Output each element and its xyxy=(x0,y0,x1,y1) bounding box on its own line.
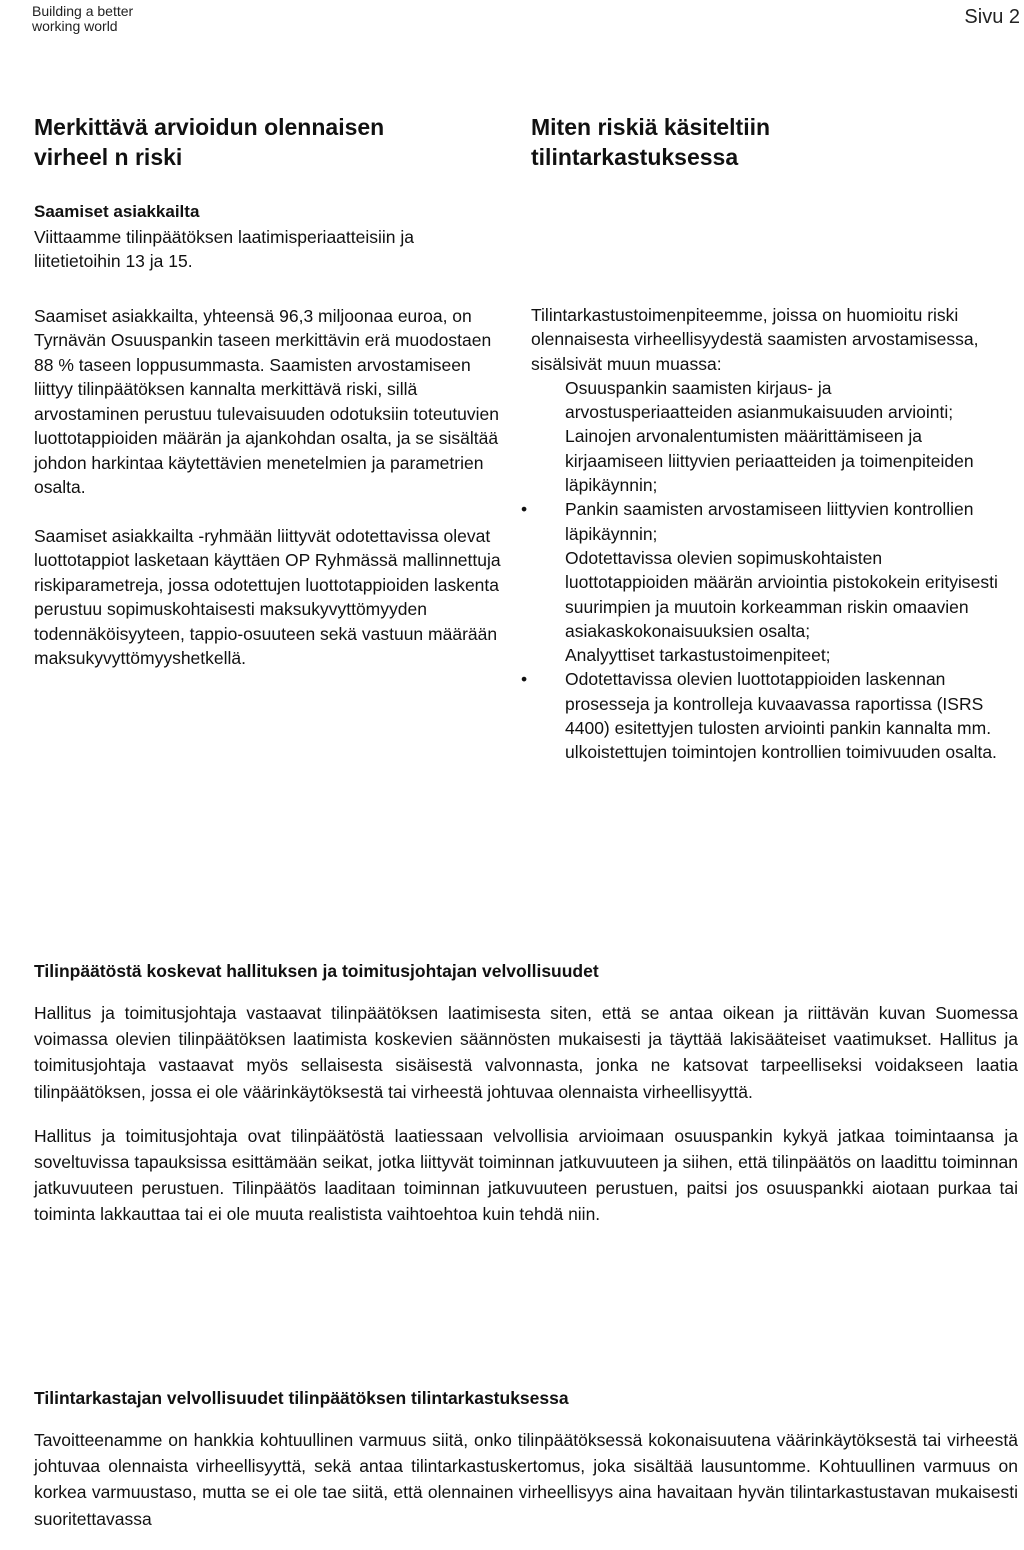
brand-tagline xyxy=(32,4,133,34)
board-responsibilities-section xyxy=(34,958,1018,1246)
procedure-item: • Odotettavissa olevien luottotappioiden laskennan prosesseja ja kontrolleja kuvaavassa raportissa (ISRS 4400) esitettyjen tulosten arviointi pankin kannalta mm. ulkoistettujen toimintojen kontrollien toimivuuden osalta. xyxy=(531,667,1001,764)
risk-column-heading xyxy=(34,112,474,172)
procedures-heading-line-2: tilintarkastuksessa xyxy=(531,144,739,170)
auditor-responsibilities-heading: Tilintarkastajan velvollisuudet tilinpäätöksen tilintarkastuksessa xyxy=(34,1388,569,1408)
risk-title: Saamiset asiakkailta xyxy=(34,202,200,221)
risk-intro: Viittaamme tilinpäätöksen laatimisperiaatteisiin ja liitetietoihin 13 ja 15. xyxy=(34,226,415,271)
risk-heading-line-1: Merkittävä arvioidun olennaisen xyxy=(34,114,385,140)
risk-paragraph-1: Saamiset asiakkailta, yhteensä 96,3 miljoonaa euroa, on Tyrnävän Osuuspankin taseen merkittävin erä muodostaen 88 % taseen loppusummasta. Saamisten arvostamiseen liittyy tilinpäätöksen kannalta merkittävä riski, sillä arvostaminen perustuu tulevaisuuden odotuksiin toteutuvien luottotappioiden määrän ja ajankohdan osalta, ja se sisältää johdon harkintaa käytettävien menetelmien ja parametrien osalta. xyxy=(34,305,500,497)
brand-line-1: Building a better xyxy=(32,3,134,19)
procedure-item: Analyyttiset tarkastustoimenpiteet; xyxy=(565,645,831,666)
procedure-item: • Pankin saamisten arvostamiseen liittyvien kontrollien läpikäynnin; xyxy=(531,497,1001,546)
board-paragraph-1: Hallitus ja toimitusjohtaja vastaavat tilinpäätöksen laatimisesta siten, että se antaa oikean ja riittävän kuvan Suomessa voimassa olevien tilinpäätöksen laatimista koskevien säännösten mukaisesti ja täyttää lakisääteiset vaatimukset. Hallitus ja toimitusjohtaja vastaavat myös sellaisesta sisäisestä valvonnasta, jonka ne katsovat tarpeelliseksi voidakseen laatia tilinpäätöksen, jossa ei ole väärinkäytöksestä tai virheestä johtuvaa olennaista virheellisyyttä. xyxy=(34,1003,1018,1102)
procedure-item: Lainojen arvonalentumisten määrittämiseen ja kirjaamiseen liittyvien periaatteiden ja toimenpiteiden läpikäynnin; xyxy=(565,426,974,496)
brand-line-2: working world xyxy=(32,18,118,34)
audit-procedures xyxy=(531,303,1001,765)
auditor-responsibilities-section xyxy=(34,1385,1018,1550)
procedures-intro: Tilintarkastustoimenpiteemme, joissa on huomioitu riski olennaisesta virheellisyydestä saamisten arvostamisessa, sisälsivät muun muassa: xyxy=(531,305,979,374)
procedure-item: Osuuspankin saamisten kirjaus- ja arvostusperiaatteiden asianmukaisuuden arviointi; xyxy=(565,377,954,423)
procedures-list xyxy=(531,376,1001,765)
page-number: Sivu 2 xyxy=(964,6,1020,28)
risk-paragraph-2: Saamiset asiakkailta -ryhmään liittyvät odotettavissa olevat luottotappiot lasketaan käyttäen OP Ryhmässä mallinnettuja riskiparametreja, jossa odotettujen luottotappioiden laskenta perustuu sopimuskohtaisesti maksukyvyttömyyden todennäköisyyteen, tappio-osuuteen sekä vastuun määrään maksukyvyttömyyshetkellä. xyxy=(34,525,501,668)
board-paragraph-2: Hallitus ja toimitusjohtaja ovat tilinpäätöstä laatiessaan velvollisia arvioimaan osuuspankin kykyä jatkaa toimintaansa ja soveltuvissa tapauksissa esittämään seikat, jotka liittyvät toiminnan jatkuvuuteen ja siihen, että tilinpäätös on laadittu toiminnan jatkuvuuteen perustuen. Tilinpäätös laaditaan toiminnan jatkuvuuteen perustuen, paitsi jos osuuspankki aiotaan purkaa tai toiminta lakkauttaa tai ei ole muuta realistista vaihtoehtoa kuin tehdä niin. xyxy=(34,1125,1018,1225)
procedure-item: Odotettavissa olevien sopimuskohtaisten luottotappioiden määrän arviointia pistokokein erityisesti suurimpien ja muutoin korkeamman riskin omaavien asiakaskokonaisuuksien osalta; xyxy=(565,547,998,641)
procedures-heading-line-1: Miten riskiä käsiteltiin xyxy=(531,114,771,140)
procedures-column-heading xyxy=(531,112,991,172)
auditor-paragraph-1: Tavoitteenamme on hankkia kohtuullinen varmuus siitä, onko tilinpäätöksessä kokonaisuutena väärinkäytöksestä tai virheestä johtuvaa olennaista virheellisyyttä, sekä antaa tilintarkastuskertomus, joka sisältää lausuntomme. Kohtuullinen varmuus on korkea varmuustaso, mutta se ei ole tae siitä, että olennainen virheellisyys aina havaitaan hyvän tilintarkastustavan mukaisesti suoritettavassa xyxy=(34,1430,1018,1529)
risk-heading-line-2: virheel n riski xyxy=(34,144,183,170)
board-responsibilities-heading: Tilinpäätöstä koskevat hallituksen ja toimitusjohtajan velvollisuudet xyxy=(34,961,599,981)
risk-description xyxy=(34,200,504,695)
